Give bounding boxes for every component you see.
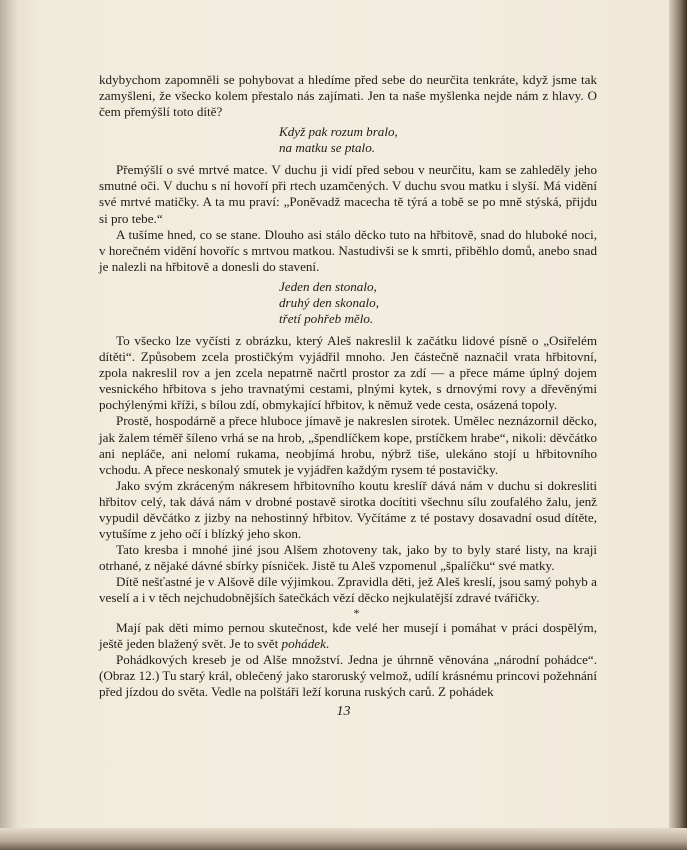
paragraph: A tušíme hned, co se stane. Dlouho asi stálo děcko tuto na hřbitově, snad do hluboké noci, v horečném vidění hovoříc s mrtvou matkou. Nastudivši se k smrti, přiběhlo domů, anebo snad je nalezli na hřbitově a donesli do stavení. (99, 226, 597, 274)
paragraph: Pohádkových kreseb je od Alše množství. Jedna je úhrnně věnována „národní pohádce“. (Obraz 12.) Tu starý král, oblečený jako staroruský velmož, udílí krásnému princovi požehnání před jízdou do světa. Vedle na polštáři leží koruna ruských carů. Z pohádek (99, 651, 597, 699)
paragraph: Prostě, hospodárně a přece hluboce jímavě je nakreslen sirotek. Umělec neznázornil děcko, jak žalem téměř šíleno vrhá se na hrob, „špendlíčkem kope, prstíčkem hrabe“, nikoli: děvčátko ani nepláče, ani nelomí rukama, neobjímá hrobu, nýbrž tiše, ulekáno stojí u hřbitovního vchodu. A přece neskonalý smutek je vyjádřen každým rysem té postavičky. (99, 413, 597, 477)
verse-line: na matku se ptalo. (279, 140, 376, 156)
verse-line: Když pak rozum bralo, (279, 124, 398, 140)
page-number: 13 (336, 704, 351, 719)
emphasis: pohádek (281, 635, 326, 651)
paragraph: Jako svým zkráceným nákresem hřbitovního koutu kreslíř dává nám v duchu si dokresliti hřbitov celý, tak dává nám v drobné postavě sirotka docítiti všechnu sílu zoufalého žalu, jenž vypudil děvčátko z jizby na nehostinný hřbitov. Vyčítáme z té postavy dosavadní osud dítěte, vytušíme z jeho očí i blízký jeho skon. (99, 477, 597, 542)
page-edge-bottom (0, 828, 687, 850)
page-edge-right (669, 0, 687, 850)
paragraph: Tato kresba i mnohé jiné jsou Alšem zhotoveny tak, jako by to byly staré listy, na kraji otrhané, z nějaké dávné sbírky písniček. Jistě tu Aleš vzpomenul „špalíčku“ své matky. (99, 542, 597, 574)
paragraph-end: . (325, 635, 330, 651)
verse-2 (279, 279, 597, 327)
verse-1 (279, 124, 597, 156)
verse-line: Jeden den stonalo, (279, 278, 377, 294)
verse-line: druhý den skonalo, (279, 294, 380, 310)
paragraph: To všecko lze vyčísti z obrázku, který Aleš nakreslil k začátku lidové písně o „Osiřelém dítěti“. Způsobem zcela prostičkým vyjádřil mnoho. Jen částečně naznačil vrata hřbitovní, zpola nakreslil rov a jen zcela nepatrně načrtl prostor za zdí — a přece máme úplný dojem vesnického hřbitova s jeho travnatými cestami, plnými kytek, s drnovými rovy a dřevěnými pochýlenými kříži, s bílou zdí, obmykající hřbitov, k němuž vede cesta, osázená topoly. (99, 332, 597, 413)
paragraph (99, 620, 597, 652)
paragraph: Dítě nešťastné je v Alšově díle výjimkou. Zpravidla děti, jež Aleš kreslí, jsou samý pohyb a veselí a i v těch nejchudobnějších šatečkách vězí děcko nejkulatější zdravé tvářičky. (99, 574, 597, 606)
verse-line: třetí pohřeb mělo. (279, 310, 374, 326)
body-text (99, 72, 597, 700)
section-divider-star: * (353, 605, 360, 620)
paragraph-text: Mají pak děti mimo pernou skutečnost, kde velé her musejí i pomáhat v práci dospělým, ještě jeden blažený svět. Je to svět (99, 619, 597, 651)
paragraph: kdybychom zapomněli se pohybovat a hledíme před sebe do neurčita tenkráte, když jsme tak zamyšleni, že všecko kolem přestalo nás zajímati. Jen ta naše myšlenka nejde nám z hlavy. O čem přemýšlí toto dítě? (99, 72, 597, 120)
paragraph: Přemýšlí o své mrtvé matce. V duchu ji vidí před sebou v neurčitu, kam se zahleděly jeho smutné oči. V duchu s ní hovoří při rtech uzamčených. V duchu svou matku i slyší. Má vidění své mrtvé matičky. A ta mu praví: „Poněvadž macecha tě týrá a tobě se po mně stýská, přijdu si pro tebe.“ (99, 162, 597, 226)
